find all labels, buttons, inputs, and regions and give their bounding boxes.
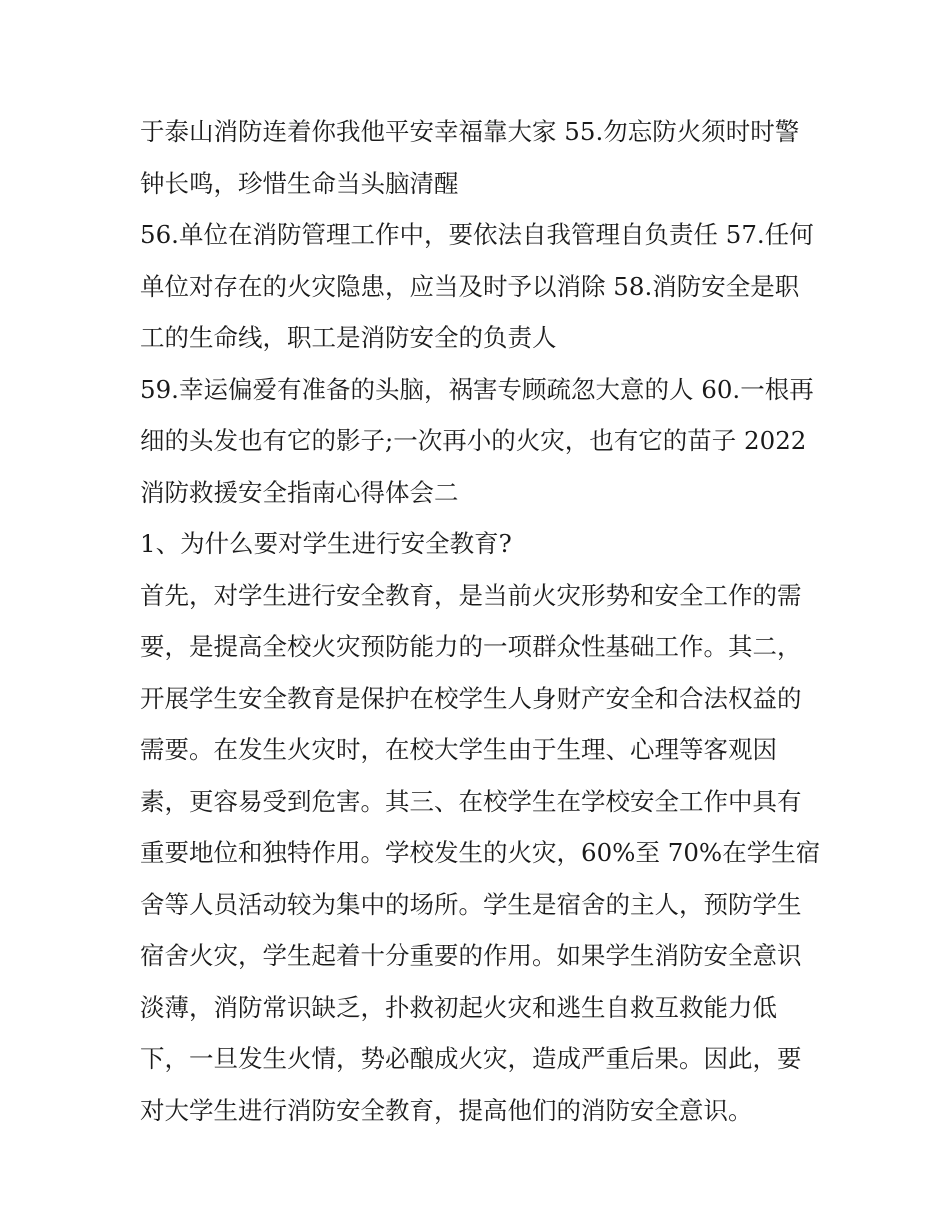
text-line: 细的头发也有它的影子;一次再小的火灾，也有它的苗子 2022 — [140, 426, 807, 455]
question-heading: 1、为什么要对学生进行安全教育? — [140, 529, 512, 558]
text-line: 59.幸运偏爱有准备的头脑，祸害专顾疏忽大意的人 60.一根再 — [140, 374, 814, 404]
text-line: 单位对存在的火灾隐患，应当及时予以消除 58.消防安全是职 — [140, 271, 800, 301]
text-line: 重要地位和独特作用。学校发生的火灾，60%至 70%在学生宿 — [140, 838, 820, 867]
text-line: 宿舍火灾，学生起着十分重要的作用。如果学生消防安全意识 — [140, 941, 802, 970]
text-line: 淡薄，消防常识缺乏，扑救初起火灾和逃生自救互救能力低 — [140, 992, 777, 1022]
text-line: 工的生命线，职工是消防安全的负责人 — [140, 323, 557, 352]
text-line: 56.单位在消防管理工作中，要依法自我管理自负责任 57.任何 — [140, 220, 814, 249]
text-line: 舍等人员活动较为集中的场所。学生是宿舍的主人，预防学生 — [140, 889, 802, 919]
text-line: 需要。在发生火灾时，在校大学生由于生理、心理等客观因 — [140, 735, 777, 764]
text-line: 开展学生安全教育是保护在校学生人身财产安全和合法权益的 — [140, 683, 802, 713]
text-line: 要，是提高全校火灾预防能力的一项群众性基础工作。其二， — [140, 632, 802, 661]
text-line: 钟长鸣，珍惜生命当头脑清醒 — [140, 168, 459, 198]
text-line: 素，更容易受到危害。其三、在校学生在学校安全工作中具有 — [140, 786, 802, 816]
text-line: 于泰山消防连着你我他平安幸福靠大家 55.勿忘防火须时时警 — [140, 117, 800, 146]
section-heading: 消防救援安全指南心得体会二 — [140, 477, 459, 507]
text-line: 下，一旦发生火情，势必酿成火灾，造成严重后果。因此，要 — [140, 1044, 802, 1073]
text-line: 首先，对学生进行安全教育，是当前火灾形势和安全工作的需 — [140, 580, 802, 610]
text-line: 对大学生进行消防安全教育，提高他们的消防安全意识。 — [140, 1095, 753, 1125]
document-body — [140, 106, 820, 1136]
